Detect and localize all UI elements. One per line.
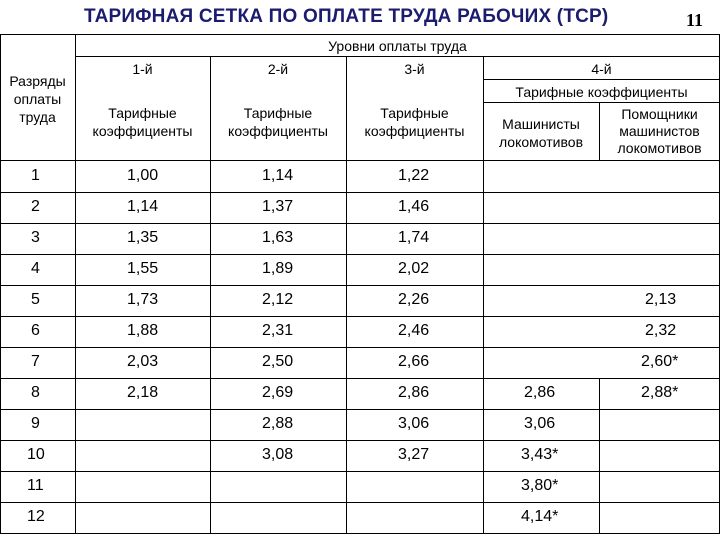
level-2-value: 2,88 xyxy=(262,415,294,432)
level-3-value: 1,22 xyxy=(398,167,430,184)
levels-header: Уровни оплаты труда xyxy=(328,38,467,54)
row-divider xyxy=(0,223,720,224)
level-2-value: 2,12 xyxy=(262,291,294,308)
level-3-value: 3,27 xyxy=(398,446,430,463)
level-3-value: 3,06 xyxy=(398,415,430,432)
assistants-value: 2,13 xyxy=(645,291,677,308)
table-border-bottom xyxy=(0,533,720,534)
document-title: ТАРИФНАЯ СЕТКА ПО ОПЛАТЕ ТРУДА РАБОЧИХ (ТСР) xyxy=(84,6,609,27)
grade-cell: 9 xyxy=(31,415,40,432)
row-divider xyxy=(0,160,720,161)
drivers-header xyxy=(483,115,599,151)
header-line: коэффициенты xyxy=(228,123,328,139)
assistants-header xyxy=(599,106,720,157)
level-2-header: 2-й xyxy=(267,61,289,77)
row-divider xyxy=(0,192,720,193)
level-2-value: 1,63 xyxy=(262,229,294,246)
level-2-value: 1,37 xyxy=(262,198,294,215)
level-3-value: 1,46 xyxy=(398,198,430,215)
assistants-value: 2,32 xyxy=(645,322,677,339)
level-3-value: 2,46 xyxy=(398,322,430,339)
level-1-header: 1-й xyxy=(132,61,153,77)
header-divider xyxy=(483,102,720,103)
row-divider xyxy=(0,440,720,441)
header-line: Тарифные xyxy=(380,105,449,121)
grade-cell: 5 xyxy=(31,291,40,308)
level-3-value: 1,74 xyxy=(398,229,430,246)
level-4-coefficients-header: Тарифные коэффициенты xyxy=(515,84,688,100)
grade-cell: 8 xyxy=(31,384,40,401)
grades-header-line: труда xyxy=(19,109,56,125)
assistants-value: 2,60* xyxy=(641,353,679,370)
level-3-value: 2,66 xyxy=(398,353,430,370)
grade-cell: 7 xyxy=(31,353,40,370)
level-1-coefficients-header xyxy=(75,104,210,140)
drivers-value: 3,06 xyxy=(524,415,556,432)
level-3-header: 3-й xyxy=(404,61,425,77)
level-2-value: 1,89 xyxy=(262,260,294,277)
table-border-top xyxy=(0,34,720,35)
header-line: Помощники xyxy=(621,106,698,122)
row-divider xyxy=(0,378,720,379)
level-1-value: 1,73 xyxy=(127,291,159,308)
level-2-value: 3,08 xyxy=(262,446,294,463)
drivers-value: 3,43* xyxy=(521,446,559,463)
grade-cell: 11 xyxy=(27,477,44,494)
header-line: локомотивов xyxy=(617,140,702,156)
assistants-value: 2,88* xyxy=(641,384,679,401)
row-divider xyxy=(0,347,720,348)
level-2-value: 2,50 xyxy=(262,353,294,370)
row-divider xyxy=(0,285,720,286)
row-divider xyxy=(0,502,720,503)
grade-cell: 1 xyxy=(31,167,40,184)
header-line: Машинисты xyxy=(502,116,580,132)
grades-header-line: Разряды xyxy=(9,73,66,89)
level-1-value: 2,03 xyxy=(127,353,159,370)
level-2-value: 1,14 xyxy=(262,167,294,184)
level-1-value: 1,00 xyxy=(127,167,159,184)
drivers-value: 2,86 xyxy=(524,384,556,401)
grades-header-line: оплаты xyxy=(13,91,62,107)
column-divider xyxy=(599,378,600,534)
level-1-value: 2,18 xyxy=(127,384,159,401)
level-1-value: 1,88 xyxy=(127,322,159,339)
row-divider xyxy=(0,471,720,472)
header-divider xyxy=(483,79,720,80)
drivers-value: 3,80* xyxy=(521,477,559,494)
header-line: машинистов xyxy=(619,123,700,139)
header-line: Тарифные xyxy=(243,105,313,121)
level-3-coefficients-header xyxy=(346,104,483,140)
level-3-value: 2,02 xyxy=(398,260,430,277)
grade-cell: 4 xyxy=(31,260,40,277)
level-1-value: 1,35 xyxy=(127,229,159,246)
page-number: 11 xyxy=(686,10,704,30)
grade-cell: 6 xyxy=(31,322,40,339)
row-divider xyxy=(0,409,720,410)
grade-cell: 2 xyxy=(31,198,40,215)
level-1-value: 1,14 xyxy=(127,198,159,215)
level-3-value: 2,86 xyxy=(398,384,430,401)
level-2-coefficients-header xyxy=(210,104,346,140)
level-2-value: 2,31 xyxy=(262,322,294,339)
header-divider xyxy=(75,56,720,57)
level-2-value: 2,69 xyxy=(262,384,294,401)
header-line: коэффициенты xyxy=(364,123,465,139)
grade-cell: 3 xyxy=(31,229,40,246)
grade-cell: 12 xyxy=(27,508,45,525)
level-4-header: 4-й xyxy=(591,61,612,77)
level-1-value: 1,55 xyxy=(127,260,159,277)
drivers-value: 4,14* xyxy=(521,508,559,525)
level-3-value: 2,26 xyxy=(398,291,430,308)
grades-header xyxy=(0,72,75,126)
header-line: локомотивов xyxy=(498,134,584,150)
row-divider xyxy=(0,254,720,255)
header-line: Тарифные xyxy=(108,105,177,121)
header-line: коэффициенты xyxy=(92,123,193,139)
row-divider xyxy=(0,316,720,317)
grade-cell: 10 xyxy=(27,446,45,463)
